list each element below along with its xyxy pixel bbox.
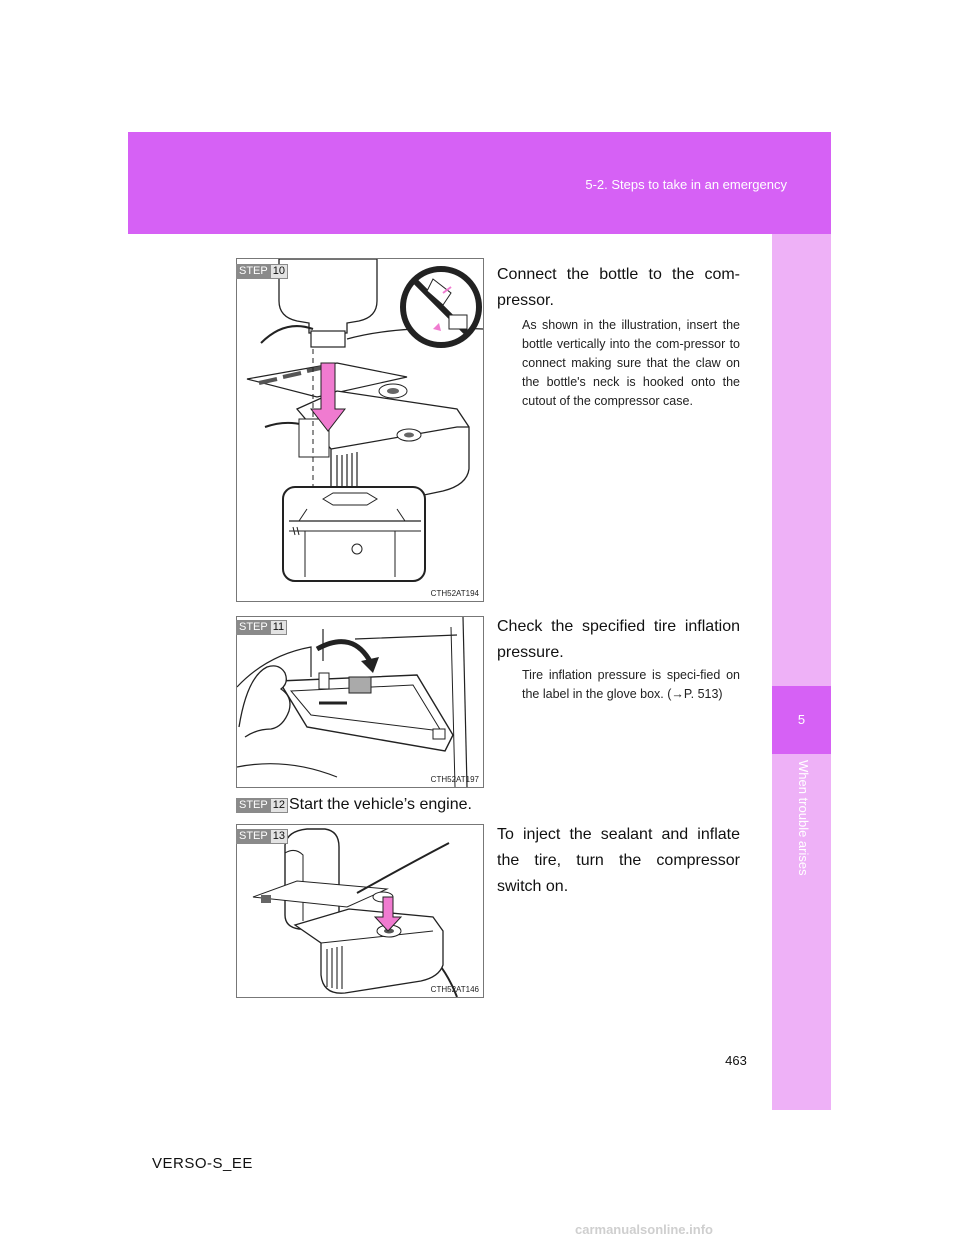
step-10-instruction: Connect the bottle to the com-pressor. xyxy=(497,266,740,309)
chapter-side-tab xyxy=(772,234,831,1110)
figure-code: CTH52AT194 xyxy=(430,589,479,598)
document-code: VERSO-S_EE xyxy=(152,1155,253,1172)
figure-step-13 xyxy=(236,824,484,998)
step-10-detail: As shown in the illustration, insert the bottle vertically into the com-pressor to connect making sure that the claw on the bottle's neck is hooked onto the cutout of the compressor case. xyxy=(522,318,740,408)
bottle-compressor-illustration xyxy=(237,259,483,601)
step-label: STEP xyxy=(236,829,271,844)
step-badge-13 xyxy=(236,829,288,844)
step-11-instruction: Check the specified tire inflation pressure. xyxy=(497,618,740,661)
glove-box-illustration xyxy=(237,617,483,787)
compressor-switch-illustration xyxy=(237,825,483,997)
step-12-instruction: Start the vehicle’s engine. xyxy=(289,796,472,813)
step-number: 12 xyxy=(271,798,288,813)
step-label: STEP xyxy=(236,620,271,635)
step-number: 11 xyxy=(271,620,287,635)
step-11-detail: Tire inflation pressure is speci-fied on the label in the glove box. (→P. 513) xyxy=(522,668,740,701)
step-13-instruction: To inject the sealant and inflate the tire, turn the compressor switch on. xyxy=(497,826,740,895)
chapter-number: 5 xyxy=(772,686,831,754)
step-label: STEP xyxy=(236,798,271,813)
section-header-band xyxy=(128,132,831,234)
page-number: 463 xyxy=(725,1053,747,1068)
figure-code: CTH52AT146 xyxy=(430,985,479,994)
step-badge-12 xyxy=(236,798,288,813)
step-number: 13 xyxy=(271,829,288,844)
figure-step-11 xyxy=(236,616,484,788)
step-label: STEP xyxy=(236,264,271,279)
figure-code: CTH52AT197 xyxy=(430,775,479,784)
chapter-label: When trouble arises xyxy=(796,760,811,876)
step-badge-11 xyxy=(236,620,287,635)
section-title: 5-2. Steps to take in an emergency xyxy=(585,177,787,192)
step-badge-10 xyxy=(236,264,288,279)
watermark: carmanualsonline.info xyxy=(575,1222,713,1237)
figure-step-10 xyxy=(236,258,484,602)
step-number: 10 xyxy=(271,264,288,279)
